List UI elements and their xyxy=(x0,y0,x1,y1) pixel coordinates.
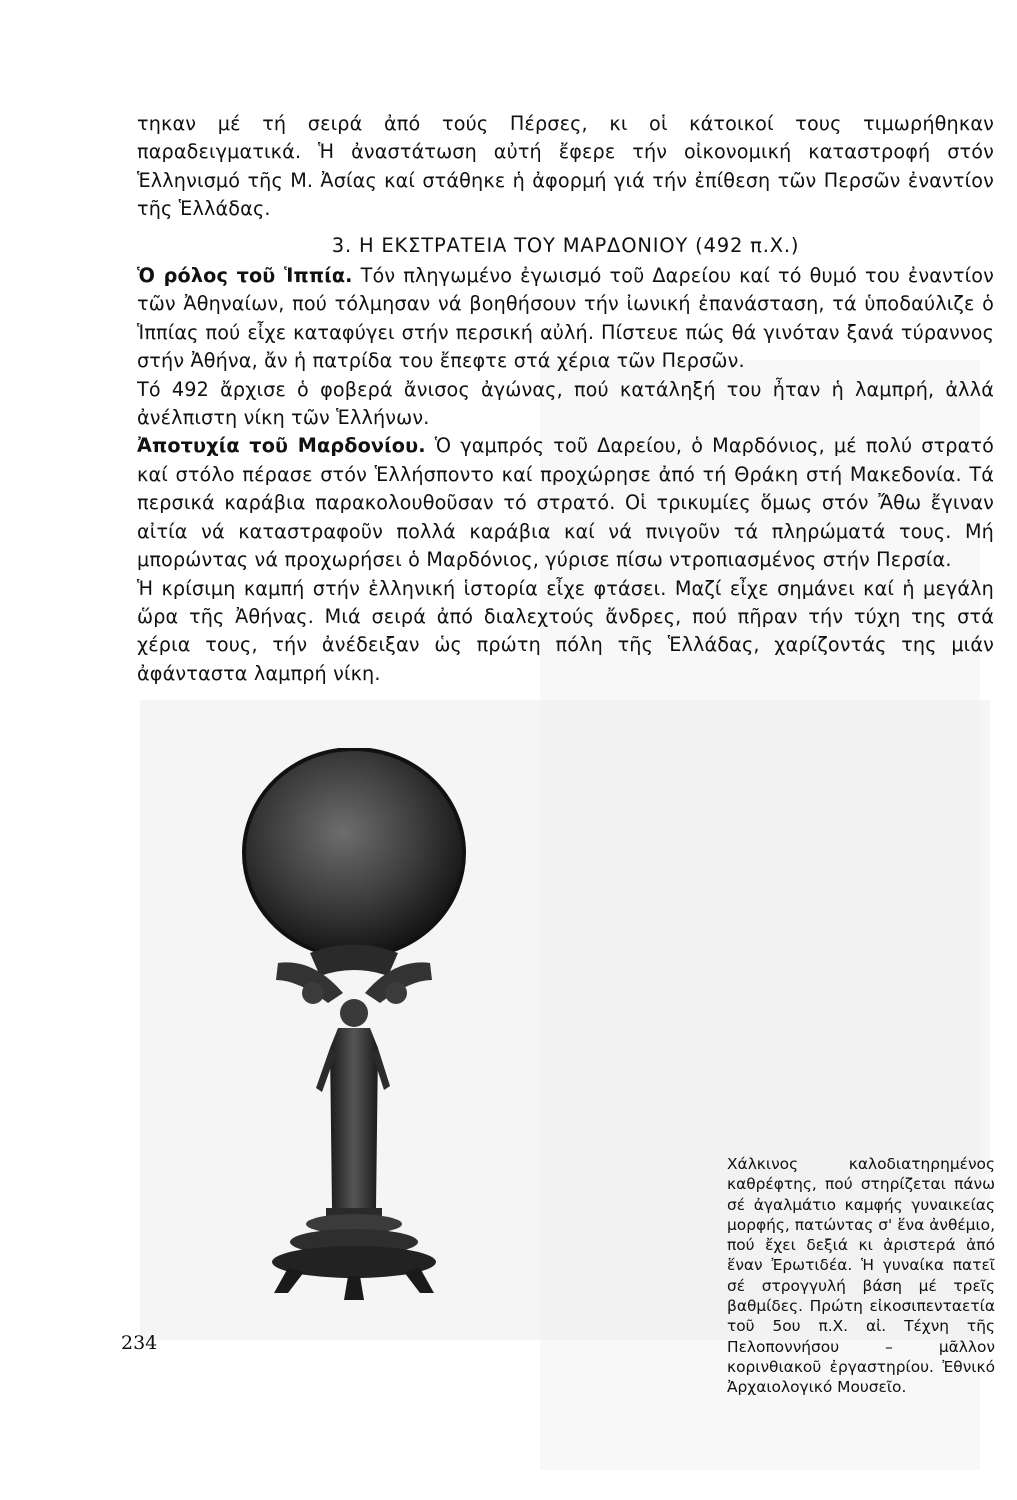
base-foot-left xyxy=(274,1268,304,1293)
closing-paragraph: Ἡ κρίσιμη καμπή στήν ἑλληνική ἱστορία εἶχε φτάσει. Μαζί εἶχε σημάνει καί ἡ μεγάλη ὥρα τῆς Ἀθήνας. Μιά σειρά ἀπό διαλεχτούς ἄνδρες, πού πῆραν τήν τύχη της στά χέρια τους, τήν ἀνέδειξαν ὡς πρώτη πόλη τῆς Ἑλλάδας, χαρίζοντάς της μιάν ἀφάνταστα λαμπρή νίκη. xyxy=(137,576,994,685)
failure-paragraph xyxy=(137,432,994,574)
failure-subtitle: Ἀποτυχία τοῦ Μαρδονίου. xyxy=(137,434,426,458)
mirror-handle-bracket xyxy=(310,945,398,977)
mirror-disk xyxy=(244,749,464,957)
hippias-paragraph xyxy=(137,262,994,376)
page-number: 234 xyxy=(121,1332,158,1354)
section-heading: 3. Η ΕΚΣΤΡΑΤΕΙΑ ΤΟΥ ΜΑΡΔΟΝΙΟΥ (492 π.Χ.) xyxy=(331,233,800,257)
left-eros-figure xyxy=(302,982,324,1004)
intro-paragraph: τηκαν μέ τή σειρά ἀπό τούς Πέρσες, κι οἱ κάτοικοί τους τιμωρήθηκαν παραδειγματικά. Ἡ ἀναστάτωση αὐτή ἔφερε τήν οἰκονομική καταστροφή στόν Ἑλληνισμό τῆς Μ. Ἀσίας καί στάθηκε ἡ ἀφορμή γιά τήν ἐπίθεση τῶν Περσῶν ἐναντίον τῆς Ἑλλάδας. xyxy=(137,112,994,221)
bronze-mirror-photo xyxy=(218,748,478,1308)
female-figure-body xyxy=(330,1028,378,1208)
right-eros-figure xyxy=(385,982,407,1004)
figure-head xyxy=(340,999,368,1027)
base-foot-right xyxy=(404,1268,434,1293)
base-foot-center xyxy=(344,1276,364,1300)
main-text xyxy=(137,110,994,688)
failure-body: Ὁ γαμπρός τοῦ Δαρείου, ὁ Μαρδόνιος, μέ πολύ στρατό καί στόλο πέρασε στόν Ἑλλήσποντο καί προχώρησε ἀπό τή Θράκη στή Μακεδονία. Τά περσικά καράβια παρακολουθοῦσαν τό στρατό. Οἱ τρικυμίες ὅμως στόν Ἄθω ἔγιναν αἰτία νά καταστραφοῦν πολλά καράβια καί νά πνιγοῦν τά πληρώματά τους. Μή μπορώντας νά προχωρήσει ὁ Μαρδόνιος, γύρισε πίσω ντροπιασμένος στήν Περσία. xyxy=(137,434,994,572)
hippias-subtitle: Ὁ ρόλος τοῦ Ἱππία. xyxy=(137,264,353,288)
hippias-body: Τόν πληγωμένο ἐγωισμό τοῦ Δαρείου καί τό θυμό του ἐναντίον τῶν Ἀθηναίων, πού τόλμησαν νά βοηθήσουν τήν ἰωνική ἐπανάσταση, τά ὑποδαύλιζε ὁ Ἱππίας πού εἶχε καταφύγει στήν περσική αὐλή. Πίστευε πώς θά γινόταν ξανά τύραννος στήν Ἀθήνα, ἄν ἡ πατρίδα του ἔπεφτε στά χέρια τῶν Περσῶν. xyxy=(137,264,994,373)
figure-caption: Χάλκινος καλοδιατηρημένος καθρέφτης, πού στηρίζεται πάνω σέ ἀγαλμάτιο καμφής γυναικείας μορφής, πατώντας σ' ἕνα ἀνθέμιο, πού ἔχει δεξιά κι ἀριστερά ἀπό ἕναν Ἐρωτιδέα. Ἡ γυναίκα πατεῖ σέ στρογγυλή βάση μέ τρεῖς βαθμίδες. Πρώτη εἰκοσιπενταετία τοῦ 5ου π.Χ. αἰ. Τέχνη τῆς Πελοποννήσου – μᾶλλον κορινθιακοῦ ἐργαστηρίου. Ἐθνικό Ἀρχαιολογικό Μουσεῖο. xyxy=(727,1155,995,1397)
year-paragraph: Τό 492 ἄρχισε ὁ φοβερά ἄνισος ἀγώνας, πού κατάληξή του ἦταν ἡ λαμπρή, ἀλλά ἀνέλπιστη νίκη τῶν Ἑλλήνων. xyxy=(137,377,994,430)
